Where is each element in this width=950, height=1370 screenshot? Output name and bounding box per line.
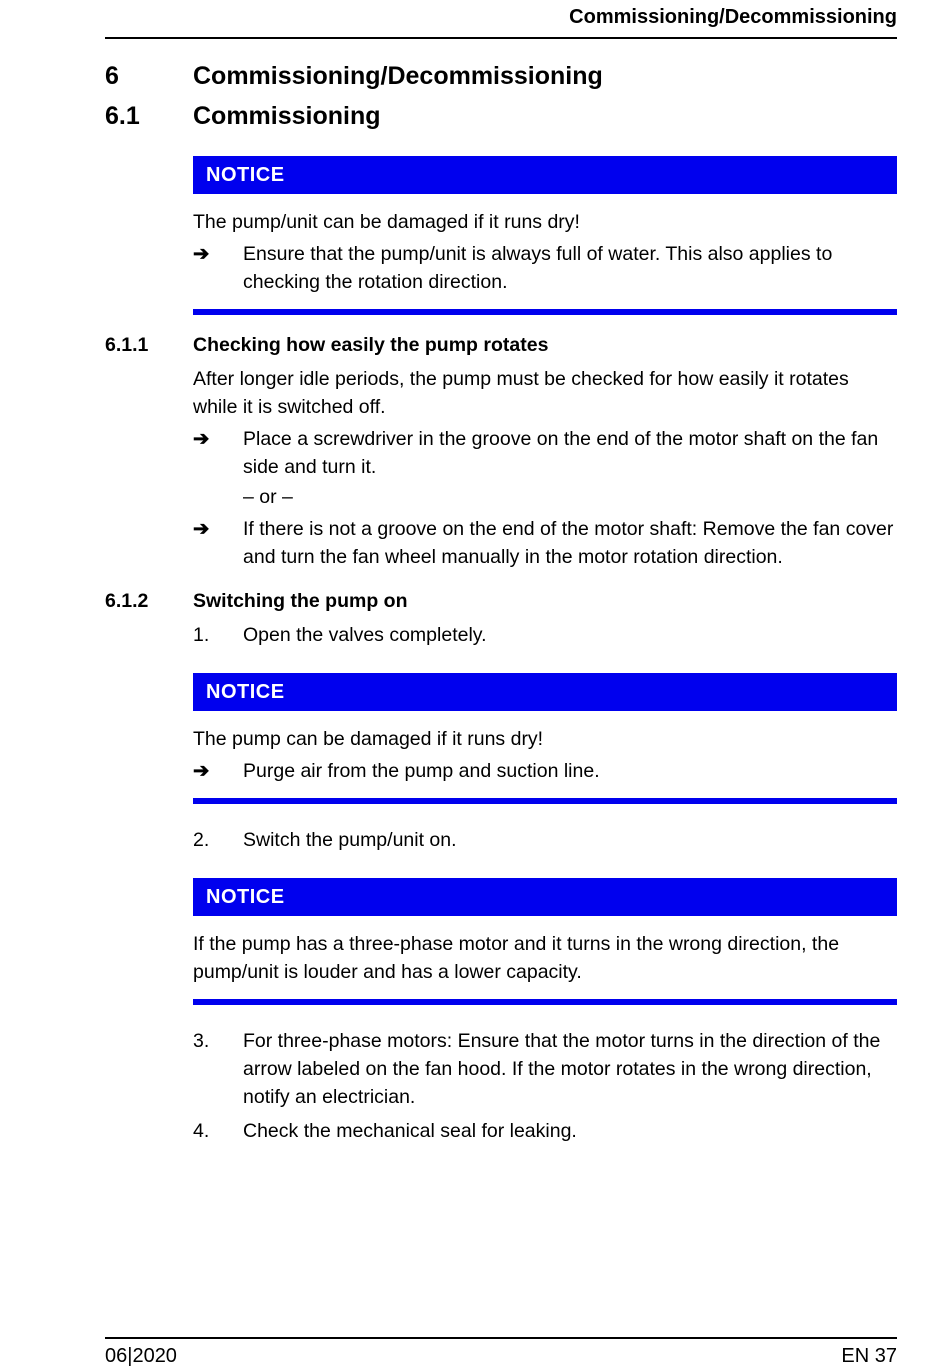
- section-number: 6.1.1: [105, 334, 149, 356]
- footer-page-number: EN 37: [841, 1345, 897, 1367]
- arrow-icon: ➔: [193, 243, 210, 265]
- section-number: 6.1.2: [105, 590, 149, 612]
- step-text: Open the valves completely.: [243, 624, 487, 646]
- notice-box-3: [193, 878, 897, 1005]
- notice-end-rule: [193, 309, 897, 315]
- footer-date: 06|2020: [105, 1345, 177, 1367]
- numbered-step-2: [193, 826, 897, 854]
- notice-instruction: [193, 240, 897, 296]
- section-title: Checking how easily the pump rotates: [193, 334, 549, 356]
- step-text: Switch the pump/unit on.: [243, 829, 457, 851]
- section-number: 6.1: [105, 102, 140, 130]
- notice-end-rule: [193, 798, 897, 804]
- section-title: Commissioning: [193, 102, 381, 130]
- step-text: Check the mechanical seal for leaking.: [243, 1120, 577, 1142]
- arrow-icon: ➔: [193, 428, 210, 450]
- instruction-text: Place a screwdriver in the groove on the end of the motor shaft on the fan side and turn it.: [243, 428, 879, 478]
- notice-box-2: [193, 673, 897, 804]
- section-heading-6-1-1: [105, 331, 897, 359]
- instruction-text: Purge air from the pump and suction line.: [243, 760, 600, 782]
- step-number: 1.: [193, 624, 210, 646]
- or-separator: – or –: [243, 486, 293, 508]
- section-title: Switching the pump on: [193, 590, 408, 612]
- notice-label: NOTICE: [193, 878, 897, 916]
- section-heading-6: [105, 60, 897, 92]
- numbered-step-3: [193, 1027, 897, 1111]
- notice-end-rule: [193, 999, 897, 1005]
- section-number: 6: [105, 62, 119, 90]
- arrow-icon: ➔: [193, 518, 210, 540]
- notice-box-1: [193, 156, 897, 315]
- notice-intro: If the pump has a three-phase motor and it turns in the wrong direction, the pump/unit is louder and has a lower capacity.: [193, 933, 840, 983]
- section-heading-6-1-2: [105, 587, 897, 615]
- notice-label: NOTICE: [193, 673, 897, 711]
- instruction-text: If there is not a groove on the end of the motor shaft: Remove the fan cover and turn the fan wheel manually in the motor rotation direction.: [243, 518, 894, 568]
- arrow-instruction: [193, 515, 897, 571]
- arrow-icon: ➔: [193, 760, 210, 782]
- step-number: 2.: [193, 829, 210, 851]
- section-title: Commissioning/Decommissioning: [193, 62, 603, 90]
- numbered-step-4: [193, 1117, 897, 1145]
- page-header: [105, 6, 897, 39]
- numbered-step-1: [193, 621, 897, 649]
- step-number: 4.: [193, 1120, 210, 1142]
- page-content: [105, 40, 897, 1145]
- step-text: For three-phase motors: Ensure that the motor turns in the direction of the arrow labeled on the fan hood. If the motor rotates in the wrong direction, notify an electrician.: [243, 1030, 881, 1108]
- section-heading-6-1: [105, 100, 897, 132]
- notice-label: NOTICE: [193, 156, 897, 194]
- notice-instruction: [193, 757, 897, 785]
- notice-intro: The pump/unit can be damaged if it runs dry!: [193, 211, 580, 233]
- paragraph: After longer idle periods, the pump must be checked for how easily it rotates while it is switched off.: [193, 368, 849, 418]
- header-title: Commissioning/Decommissioning: [569, 6, 897, 28]
- step-number: 3.: [193, 1030, 210, 1052]
- instruction-text: Ensure that the pump/unit is always full of water. This also applies to checking the rotation direction.: [243, 243, 833, 293]
- notice-intro: The pump can be damaged if it runs dry!: [193, 728, 544, 750]
- arrow-instruction: [193, 425, 897, 481]
- page-footer: [105, 1337, 897, 1368]
